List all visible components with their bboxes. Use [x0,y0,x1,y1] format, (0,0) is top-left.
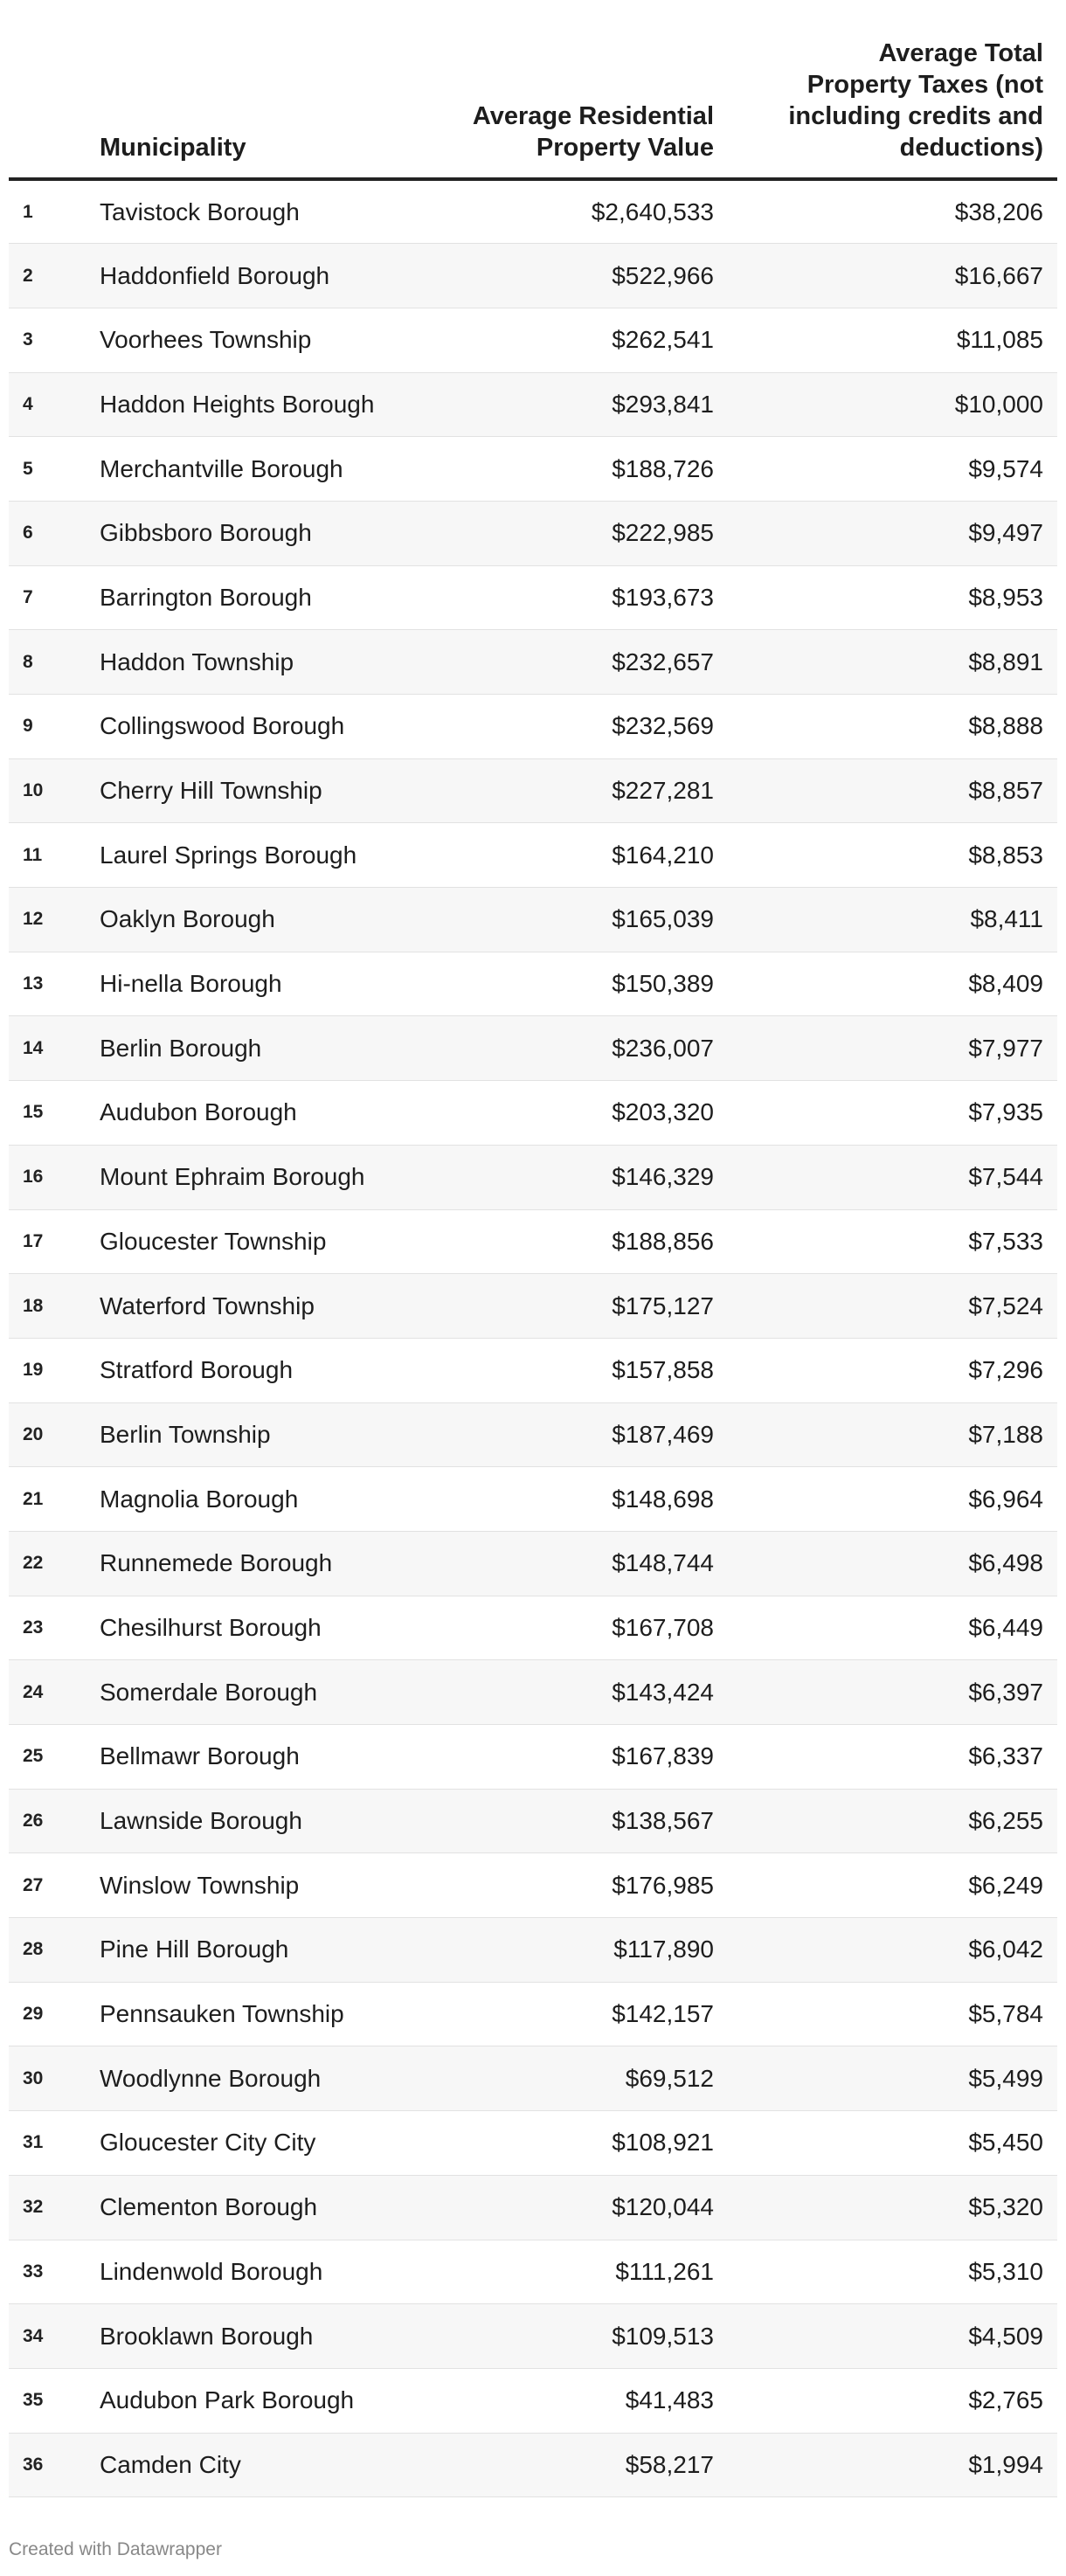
table-row [9,1016,1057,1081]
rank-cell: 29 [9,1982,100,2046]
property-taxes-cell: $9,574 [728,437,1057,502]
rank-cell: 12 [9,888,100,952]
property-value-header-line-1: Average Residential [472,102,714,130]
table-row [9,1853,1057,1918]
property-value-cell: $146,329 [446,1145,728,1209]
rank-cell: 35 [9,2368,100,2433]
property-value-column-header[interactable] [446,0,728,179]
property-taxes-cell: $5,450 [728,2111,1057,2176]
municipality-cell: Lindenwold Borough [100,2240,446,2304]
property-value-cell: $262,541 [446,308,728,372]
property-taxes-cell: $7,188 [728,1402,1057,1467]
municipality-cell: Berlin Township [100,1402,446,1467]
table-row [9,1209,1057,1274]
rank-cell: 2 [9,244,100,308]
rank-cell: 7 [9,565,100,630]
data-table-container [9,0,1057,2497]
table-row [9,179,1057,244]
rank-cell: 5 [9,437,100,502]
municipality-cell: Voorhees Township [100,308,446,372]
property-value-cell: $150,389 [446,952,728,1016]
property-value-cell: $167,708 [446,1596,728,1660]
rank-column-header[interactable] [9,0,100,179]
rank-cell: 20 [9,1402,100,1467]
property-value-cell: $176,985 [446,1853,728,1918]
municipality-cell: Gloucester City City [100,2111,446,2176]
rank-cell: 11 [9,823,100,888]
property-value-cell: $120,044 [446,2175,728,2240]
property-taxes-cell: $8,409 [728,952,1057,1016]
property-value-cell: $2,640,533 [446,179,728,244]
rank-cell: 13 [9,952,100,1016]
municipality-cell: Audubon Borough [100,1081,446,1146]
rank-cell: 28 [9,1918,100,1983]
property-value-cell: $58,217 [446,2433,728,2497]
property-value-cell: $148,698 [446,1467,728,1532]
property-taxes-cell: $6,498 [728,1531,1057,1596]
municipality-cell: Collingswood Borough [100,695,446,759]
property-taxes-cell: $10,000 [728,372,1057,437]
property-taxes-cell: $4,509 [728,2304,1057,2369]
property-taxes-header-line-2: Property Taxes (not [806,71,1043,99]
property-value-cell: $108,921 [446,2111,728,2176]
property-taxes-cell: $16,667 [728,244,1057,308]
municipality-cell: Pennsauken Township [100,1982,446,2046]
rank-cell: 25 [9,1725,100,1790]
table-row [9,1531,1057,1596]
property-taxes-cell: $5,320 [728,2175,1057,2240]
rank-cell: 23 [9,1596,100,1660]
table-row [9,2240,1057,2304]
property-taxes-cell: $7,935 [728,1081,1057,1146]
table-header-row [9,0,1057,179]
property-value-cell: $164,210 [446,823,728,888]
municipality-cell: Stratford Borough [100,1338,446,1402]
property-value-cell: $193,673 [446,565,728,630]
property-value-cell: $188,726 [446,437,728,502]
property-taxes-header-line-1: Average Total [878,39,1043,67]
property-value-cell: $157,858 [446,1338,728,1402]
municipality-cell: Somerdale Borough [100,1660,446,1725]
municipality-cell: Hi-nella Borough [100,952,446,1016]
municipality-cell: Winslow Township [100,1853,446,1918]
property-value-cell: $41,483 [446,2368,728,2433]
property-value-cell: $138,567 [446,1789,728,1853]
property-taxes-cell: $11,085 [728,308,1057,372]
table-row [9,2433,1057,2497]
table-row [9,888,1057,952]
property-taxes-header-line-3: including credits and [788,102,1043,130]
table-row [9,565,1057,630]
property-taxes-column-header[interactable] [728,0,1057,179]
property-taxes-cell: $7,544 [728,1145,1057,1209]
property-taxes-cell: $1,994 [728,2433,1057,2497]
municipality-cell: Laurel Springs Borough [100,823,446,888]
table-row [9,308,1057,372]
rank-cell: 27 [9,1853,100,1918]
table-row [9,630,1057,695]
table-row [9,372,1057,437]
rank-cell: 33 [9,2240,100,2304]
municipality-cell: Haddon Heights Borough [100,372,446,437]
municipality-cell: Barrington Borough [100,565,446,630]
table-body [9,179,1057,2497]
municipality-cell: Oaklyn Borough [100,888,446,952]
property-taxes-cell: $6,337 [728,1725,1057,1790]
table-row [9,1918,1057,1983]
municipality-column-header[interactable]: Municipality [100,0,446,179]
municipality-cell: Audubon Park Borough [100,2368,446,2433]
rank-cell: 22 [9,1531,100,1596]
property-taxes-cell: $8,888 [728,695,1057,759]
property-taxes-cell: $7,296 [728,1338,1057,1402]
table-row [9,1467,1057,1532]
property-value-cell: $222,985 [446,501,728,565]
property-value-cell: $109,513 [446,2304,728,2369]
table-row [9,695,1057,759]
municipality-cell: Woodlynne Borough [100,2046,446,2111]
property-value-cell: $69,512 [446,2046,728,2111]
property-taxes-cell: $6,397 [728,1660,1057,1725]
property-taxes-cell: $7,977 [728,1016,1057,1081]
property-value-cell: $111,261 [446,2240,728,2304]
rank-cell: 34 [9,2304,100,2369]
municipality-cell: Mount Ephraim Borough [100,1145,446,1209]
property-value-cell: $187,469 [446,1402,728,1467]
table-row [9,1789,1057,1853]
rank-cell: 16 [9,1145,100,1209]
rank-cell: 24 [9,1660,100,1725]
table-row [9,758,1057,823]
property-taxes-cell: $8,857 [728,758,1057,823]
property-value-cell: $117,890 [446,1918,728,1983]
rank-cell: 30 [9,2046,100,2111]
table-row [9,2111,1057,2176]
municipality-cell: Haddon Township [100,630,446,695]
municipality-cell: Gibbsboro Borough [100,501,446,565]
property-taxes-cell: $38,206 [728,179,1057,244]
table-row [9,2175,1057,2240]
property-value-cell: $203,320 [446,1081,728,1146]
property-taxes-cell: $2,765 [728,2368,1057,2433]
property-taxes-cell: $9,497 [728,501,1057,565]
municipality-cell: Cherry Hill Township [100,758,446,823]
rank-cell: 32 [9,2175,100,2240]
property-taxes-cell: $5,499 [728,2046,1057,2111]
property-value-cell: $236,007 [446,1016,728,1081]
table-row [9,2304,1057,2369]
property-value-cell: $143,424 [446,1660,728,1725]
rank-cell: 8 [9,630,100,695]
rank-cell: 14 [9,1016,100,1081]
rank-cell: 15 [9,1081,100,1146]
rank-cell: 10 [9,758,100,823]
table-row [9,1402,1057,1467]
municipality-cell: Chesilhurst Borough [100,1596,446,1660]
rank-cell: 4 [9,372,100,437]
rank-cell: 9 [9,695,100,759]
property-value-cell: $148,744 [446,1531,728,1596]
municipality-cell: Pine Hill Borough [100,1918,446,1983]
property-taxes-cell: $8,853 [728,823,1057,888]
municipality-cell: Brooklawn Borough [100,2304,446,2369]
property-value-cell: $165,039 [446,888,728,952]
rank-cell: 17 [9,1209,100,1274]
table-row [9,823,1057,888]
table-row [9,1338,1057,1402]
table-row [9,1660,1057,1725]
property-value-cell: $232,657 [446,630,728,695]
municipality-cell: Haddonfield Borough [100,244,446,308]
table-row [9,2368,1057,2433]
property-value-cell: $227,281 [446,758,728,823]
municipality-cell: Lawnside Borough [100,1789,446,1853]
rank-cell: 6 [9,501,100,565]
rank-cell: 26 [9,1789,100,1853]
property-taxes-header-line-4: deductions) [899,134,1043,162]
rank-cell: 18 [9,1274,100,1339]
property-taxes-cell: $7,524 [728,1274,1057,1339]
municipality-cell: Waterford Township [100,1274,446,1339]
table-row [9,437,1057,502]
municipality-cell: Tavistock Borough [100,179,446,244]
property-taxes-cell: $6,249 [728,1853,1057,1918]
property-value-cell: $175,127 [446,1274,728,1339]
table-row [9,1725,1057,1790]
rank-cell: 3 [9,308,100,372]
rank-cell: 19 [9,1338,100,1402]
municipality-cell: Merchantville Borough [100,437,446,502]
property-taxes-cell: $8,411 [728,888,1057,952]
property-taxes-cell: $8,953 [728,565,1057,630]
property-taxes-cell: $6,449 [728,1596,1057,1660]
table-row [9,1274,1057,1339]
table-row [9,2046,1057,2111]
property-taxes-cell: $6,042 [728,1918,1057,1983]
property-taxes-cell: $5,310 [728,2240,1057,2304]
municipality-cell: Magnolia Borough [100,1467,446,1532]
rank-cell: 31 [9,2111,100,2176]
property-taxes-cell: $8,891 [728,630,1057,695]
table-row [9,1982,1057,2046]
table-row [9,952,1057,1016]
property-value-cell: $522,966 [446,244,728,308]
municipality-cell: Berlin Borough [100,1016,446,1081]
property-value-cell: $188,856 [446,1209,728,1274]
property-value-cell: $293,841 [446,372,728,437]
table-row [9,1081,1057,1146]
municipality-cell: Runnemede Borough [100,1531,446,1596]
rank-cell: 36 [9,2433,100,2497]
property-value-cell: $142,157 [446,1982,728,2046]
property-value-header-line-2: Property Value [536,134,714,162]
rank-cell: 1 [9,179,100,244]
rank-cell: 21 [9,1467,100,1532]
property-taxes-cell: $7,533 [728,1209,1057,1274]
municipality-cell: Clementon Borough [100,2175,446,2240]
municipality-cell: Camden City [100,2433,446,2497]
table-row [9,1596,1057,1660]
municipality-cell: Bellmawr Borough [100,1725,446,1790]
table-row [9,501,1057,565]
property-value-cell: $167,839 [446,1725,728,1790]
datawrapper-credit[interactable]: Created with Datawrapper [9,2539,222,2559]
municipality-tax-table [9,0,1057,2497]
property-value-cell: $232,569 [446,695,728,759]
property-taxes-cell: $6,255 [728,1789,1057,1853]
property-taxes-cell: $6,964 [728,1467,1057,1532]
municipality-cell: Gloucester Township [100,1209,446,1274]
table-row [9,1145,1057,1209]
table-row [9,244,1057,308]
property-taxes-cell: $5,784 [728,1982,1057,2046]
